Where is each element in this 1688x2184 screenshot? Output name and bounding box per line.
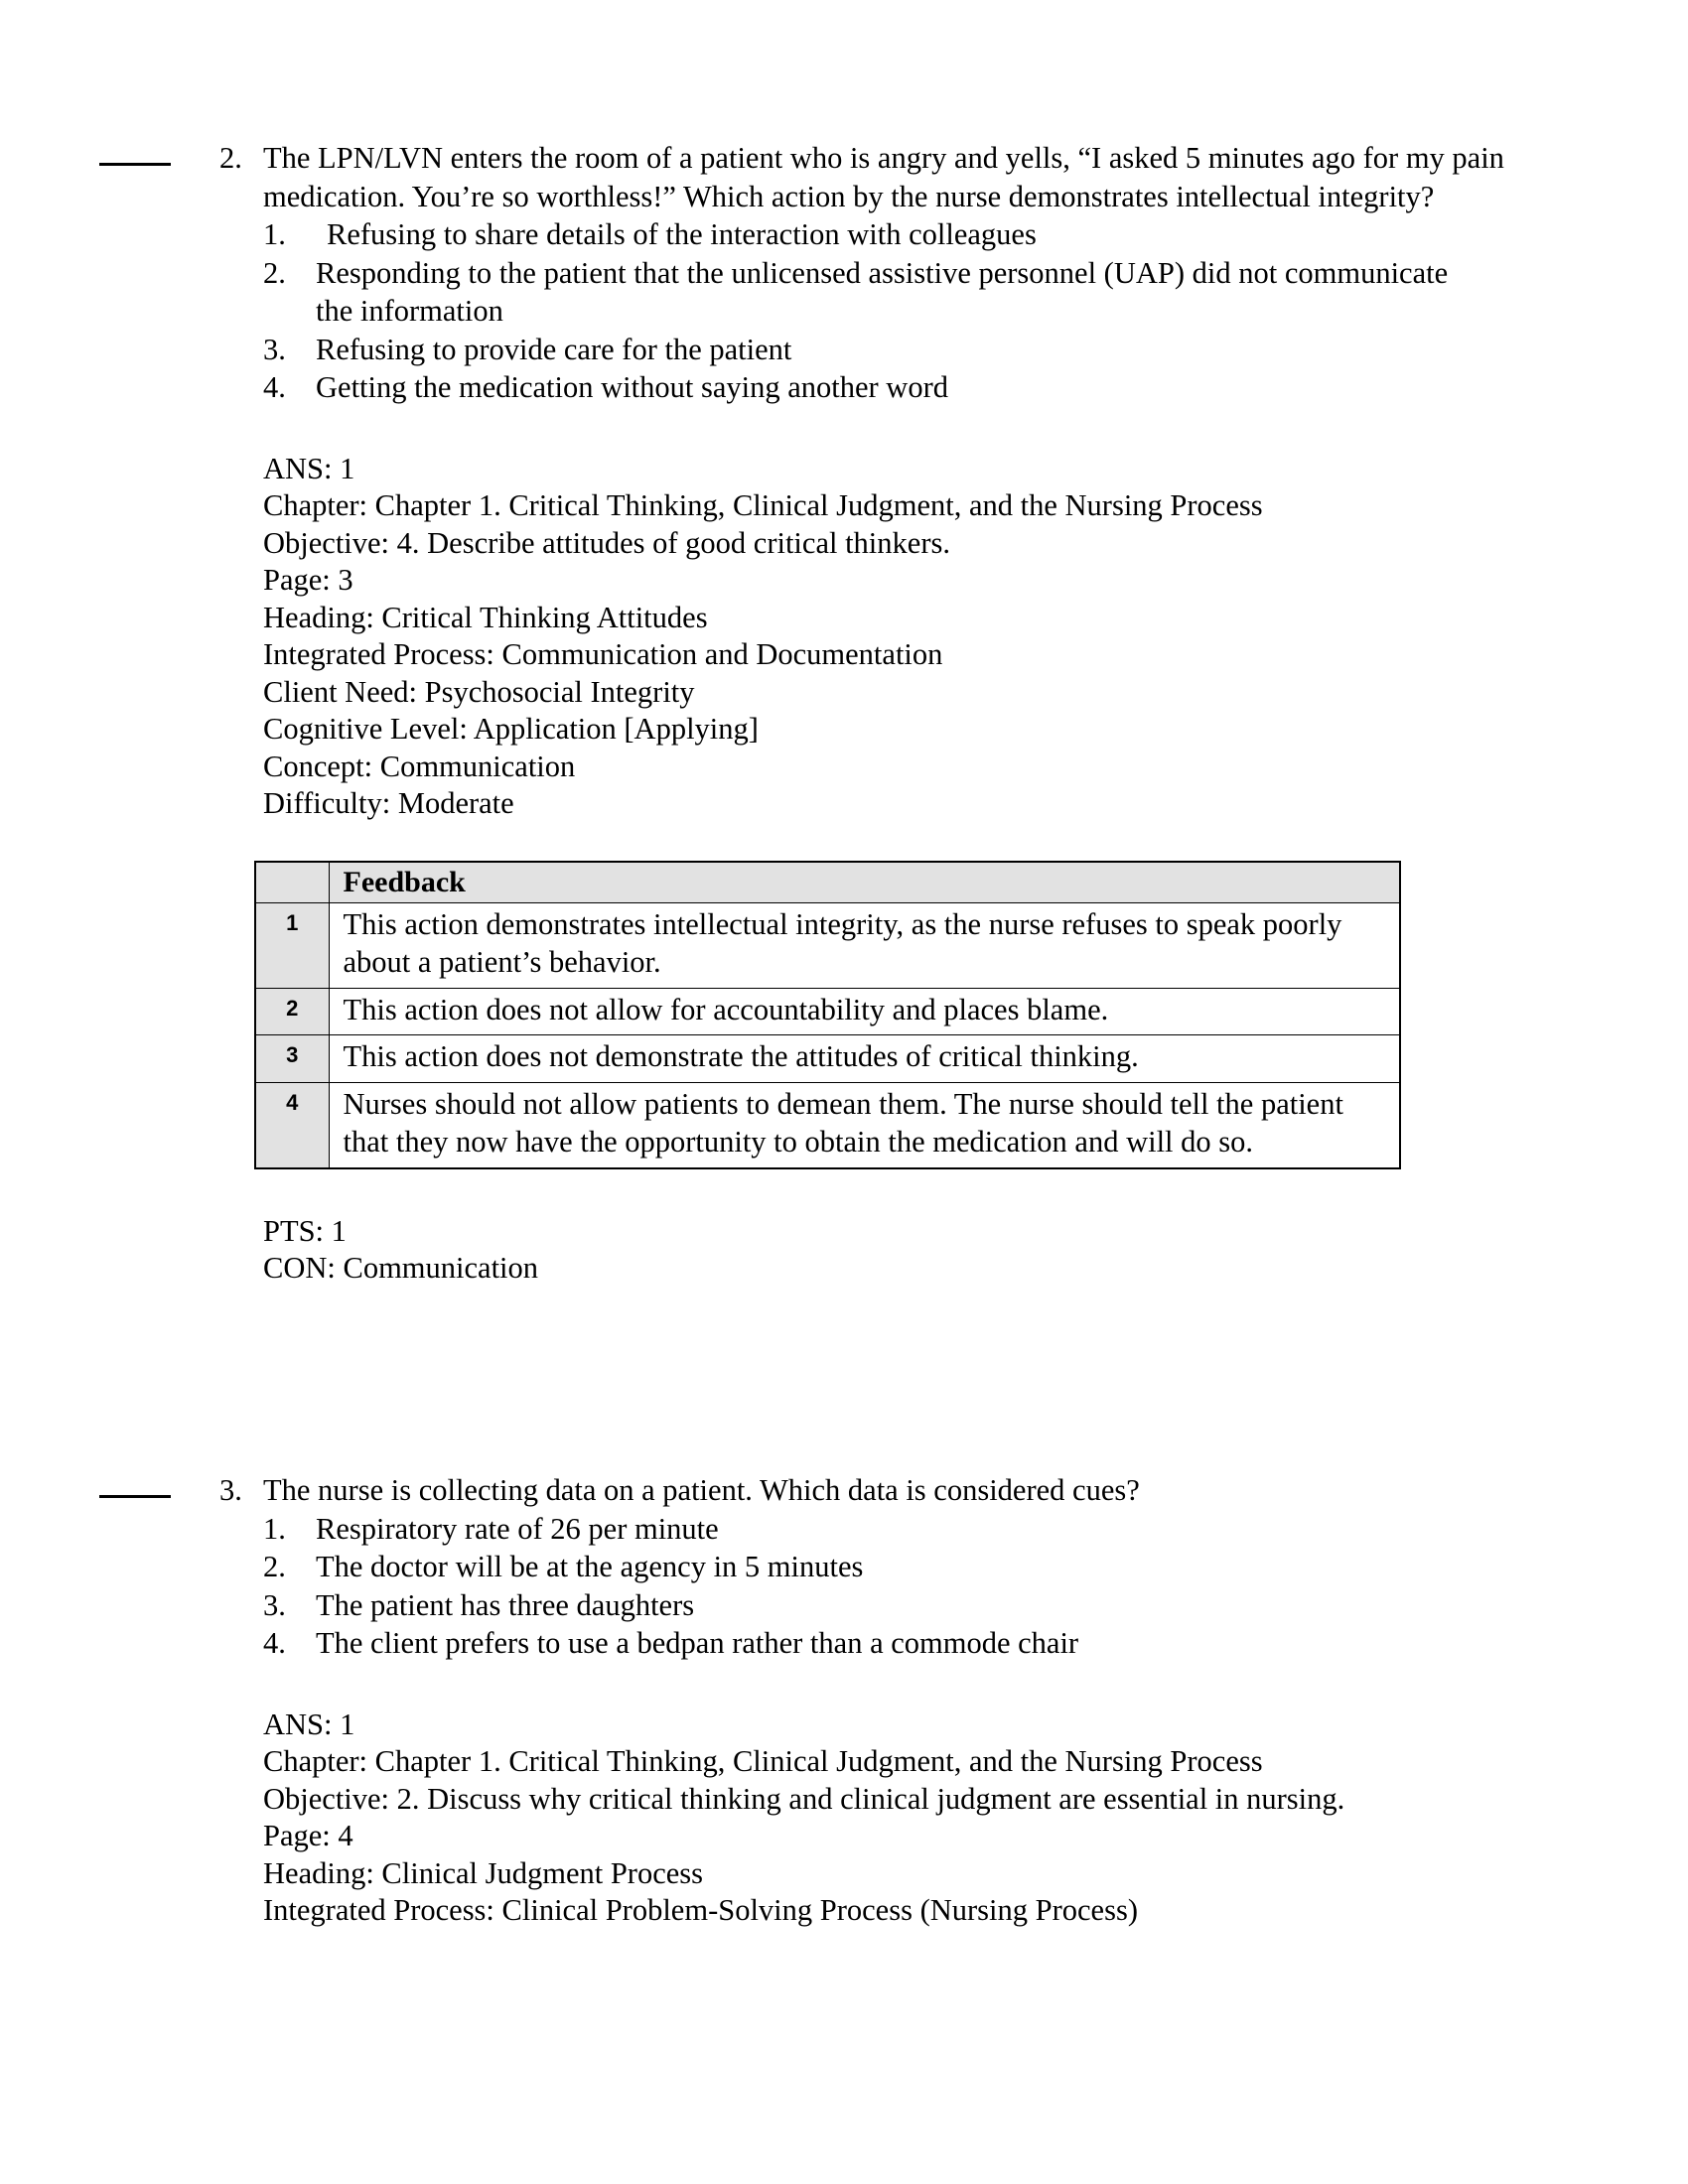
metadata-cognitive-level: Cognitive Level: Application [Applying] [263,712,759,746]
option-list-3 [263,1510,1470,1663]
option-number: 2. [263,255,286,290]
option-3-3[interactable] [263,1586,1470,1625]
metadata-integrated-process: Integrated Process: Communication and Documentation [263,637,943,671]
feedback-table-wrapper [254,861,1688,1169]
question-2-header-row [0,139,1688,215]
footer-block-2 [263,1213,1609,1288]
option-text: Responding to the patient that the unlicensed assistive personnel (UAP) did not communicate the information [316,255,1449,328]
spacer [0,407,1688,451]
metadata-heading: Heading: Critical Thinking Attitudes [263,600,708,634]
option-3-4[interactable] [263,1624,1470,1663]
metadata-page: Page: 4 [263,1819,353,1852]
table-row [255,1035,1400,1083]
option-number: 2. [263,1550,286,1583]
option-number: 4. [263,1626,286,1660]
option-number: 4. [263,370,286,404]
option-text: Refusing to share details of the interaction with colleagues [327,217,1037,251]
question-3-header-row [0,1471,1688,1510]
option-text: Getting the medication without saying another word [316,370,948,404]
spacer [0,823,1688,861]
metadata-block-2 [263,451,1609,823]
option-number: 1. [263,217,286,251]
option-2-2[interactable] [263,254,1470,331]
metadata-objective: Objective: 2. Discuss why critical thinking and clinical judgment are essential in nursing. [263,1781,1345,1816]
feedback-row-text: This action does not demonstrate the attitudes of critical thinking. [329,1035,1400,1083]
feedback-row-number: 1 [255,902,329,988]
metadata-integrated-process: Integrated Process: Clinical Problem-Solving Process (Nursing Process) [263,1893,1138,1927]
option-2-1[interactable] [263,215,1470,254]
feedback-row-text: This action demonstrates intellectual integrity, as the nurse refuses to speak poorly about a patient’s behavior. [329,902,1400,988]
metadata-chapter: Chapter: Chapter 1. Critical Thinking, Clinical Judgment, and the Nursing Process [263,1744,1263,1778]
option-text: The doctor will be at the agency in 5 minutes [316,1550,864,1583]
spacer [0,1663,1688,1706]
table-row [255,988,1400,1035]
option-text: The patient has three daughters [316,1587,695,1622]
metadata-block-3 [263,1706,1609,1930]
answer-blank-line-2[interactable] [99,163,171,166]
metadata-concept: Concept: Communication [263,749,576,783]
footer-con: CON: Communication [263,1251,539,1285]
option-number: 3. [263,332,286,366]
question-stem-2: The LPN/LVN enters the room of a patient who is angry and yells, “I asked 5 minutes ago for my pain medication. You’re so worthless!” Which action by the nurse demonstrates intellectual integrity? [263,141,1504,213]
option-text: Respiratory rate of 26 per minute [316,1511,719,1546]
metadata-client-need: Client Need: Psychosocial Integrity [263,674,695,709]
metadata-ans: ANS: 1 [263,1706,355,1741]
feedback-table [254,861,1401,1169]
metadata-ans: ANS: 1 [263,451,355,485]
option-list-2 [263,215,1470,407]
question-number-3: 3. [219,1473,242,1507]
feedback-header-row [255,862,1400,903]
feedback-header-label: Feedback [329,862,1400,903]
answer-blank-line-3[interactable] [99,1495,171,1498]
question-stem-3: The nurse is collecting data on a patient. Which data is considered cues? [263,1473,1140,1507]
option-text: The client prefers to use a bedpan rather than a commode chair [316,1626,1079,1660]
feedback-row-text: Nurses should not allow patients to demean them. The nurse should tell the patient that they now have the opportunity to obtain the medication and will do so. [329,1082,1400,1168]
feedback-row-number: 3 [255,1035,329,1083]
question-block-3 [0,1471,1688,1930]
option-3-2[interactable] [263,1548,1470,1586]
option-number: 1. [263,1511,286,1546]
option-text: Refusing to provide care for the patient [316,332,792,366]
option-2-4[interactable] [263,368,1470,407]
option-3-1[interactable] [263,1510,1470,1549]
metadata-objective: Objective: 4. Describe attitudes of good critical thinkers. [263,525,950,560]
question-block-2 [0,139,1688,1288]
table-row [255,1082,1400,1168]
feedback-row-number: 2 [255,988,329,1035]
footer-pts: PTS: 1 [263,1213,347,1248]
table-row [255,902,1400,988]
feedback-header-number-cell [255,862,329,903]
metadata-chapter: Chapter: Chapter 1. Critical Thinking, Clinical Judgment, and the Nursing Process [263,488,1263,522]
metadata-difficulty: Difficulty: Moderate [263,786,514,820]
question-number-2: 2. [219,141,242,175]
spacer [0,1169,1688,1213]
metadata-page: Page: 3 [263,563,353,597]
feedback-row-text: This action does not allow for accountability and places blame. [329,988,1400,1035]
feedback-row-number: 4 [255,1082,329,1168]
option-2-3[interactable] [263,331,1470,369]
option-number: 3. [263,1587,286,1622]
metadata-heading: Heading: Clinical Judgment Process [263,1855,704,1890]
